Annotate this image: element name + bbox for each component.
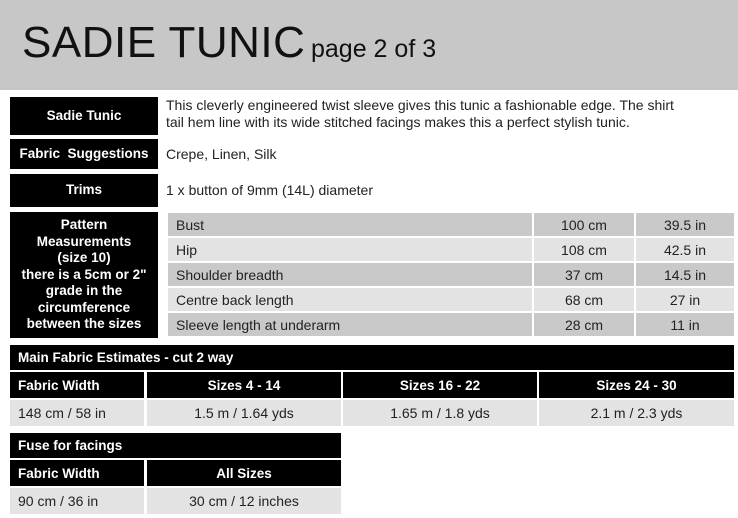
measurement-cm: 37 cm	[534, 263, 634, 286]
main-fabric-value-sizes-24-30: 2.1 m / 2.3 yds	[539, 400, 734, 426]
measurement-cm: 108 cm	[534, 238, 634, 261]
fabric-suggestions-value: Crepe, Linen, Silk	[166, 146, 277, 162]
main-fabric-header-sizes-16-22: Sizes 16 - 22	[343, 372, 537, 398]
measurement-name: Shoulder breadth	[168, 263, 532, 286]
measurement-in: 14.5 in	[636, 263, 734, 286]
measurements-label-line: Pattern	[60, 217, 108, 233]
fuse-value-all-sizes: 30 cm / 12 inches	[147, 488, 341, 514]
measurements-label-line: circumference	[37, 299, 131, 315]
description-label: Sadie Tunic	[10, 97, 158, 135]
fuse-value-width: 90 cm / 36 in	[10, 488, 144, 514]
main-fabric-header-width: Fabric Width	[10, 372, 144, 398]
main-fabric-header-sizes-4-14: Sizes 4 - 14	[147, 372, 341, 398]
measurement-in: 27 in	[636, 288, 734, 311]
measurement-in: 42.5 in	[636, 238, 734, 261]
page-title: SADIE TUNIC	[22, 18, 306, 67]
measurement-cm: 28 cm	[534, 313, 634, 336]
pattern-measurements-label	[10, 212, 158, 338]
page-number: page 2 of 3	[311, 35, 437, 63]
measurement-cm: 68 cm	[534, 288, 634, 311]
fuse-header-width: Fabric Width	[10, 460, 144, 486]
fuse-title: Fuse for facings	[10, 433, 341, 458]
measurement-row-hip	[168, 238, 734, 261]
measurement-row-centre-back	[168, 288, 734, 311]
description-line-1: This cleverly engineered twist sleeve gives this tunic a fashionable edge. The shirt	[166, 97, 674, 113]
trims-value: 1 x button of 9mm (14L) diameter	[166, 182, 373, 198]
measurements-label-line: (size 10)	[57, 250, 111, 266]
main-fabric-value-sizes-4-14: 1.5 m / 1.64 yds	[147, 400, 341, 426]
main-fabric-title: Main Fabric Estimates - cut 2 way	[10, 345, 734, 370]
measurement-row-bust	[168, 213, 734, 236]
trims-label: Trims	[10, 174, 158, 207]
fabric-suggestions-label: Fabric Suggestions	[10, 139, 158, 169]
measurement-name: Bust	[168, 213, 532, 236]
measurement-row-sleeve	[168, 313, 734, 336]
measurement-in: 39.5 in	[636, 213, 734, 236]
measurement-in: 11 in	[636, 313, 734, 336]
main-fabric-value-sizes-16-22: 1.65 m / 1.8 yds	[343, 400, 537, 426]
description-line-2: tail hem line with its wide stitched facings makes this a perfect stylish tunic.	[166, 114, 630, 130]
measurement-name: Centre back length	[168, 288, 532, 311]
measurement-name: Sleeve length at underarm	[168, 313, 532, 336]
measurements-label-line: between the sizes	[26, 316, 142, 332]
main-fabric-value-width: 148 cm / 58 in	[10, 400, 144, 426]
page-header	[0, 0, 738, 90]
measurement-row-shoulder	[168, 263, 734, 286]
measurements-label-line: Measurements	[36, 233, 132, 249]
fuse-header-all-sizes: All Sizes	[147, 460, 341, 486]
main-fabric-header-sizes-24-30: Sizes 24 - 30	[539, 372, 734, 398]
measurements-label-line: grade in the	[45, 283, 123, 299]
measurements-label-line: there is a 5cm or 2"	[21, 266, 147, 282]
measurement-cm: 100 cm	[534, 213, 634, 236]
measurement-name: Hip	[168, 238, 532, 261]
